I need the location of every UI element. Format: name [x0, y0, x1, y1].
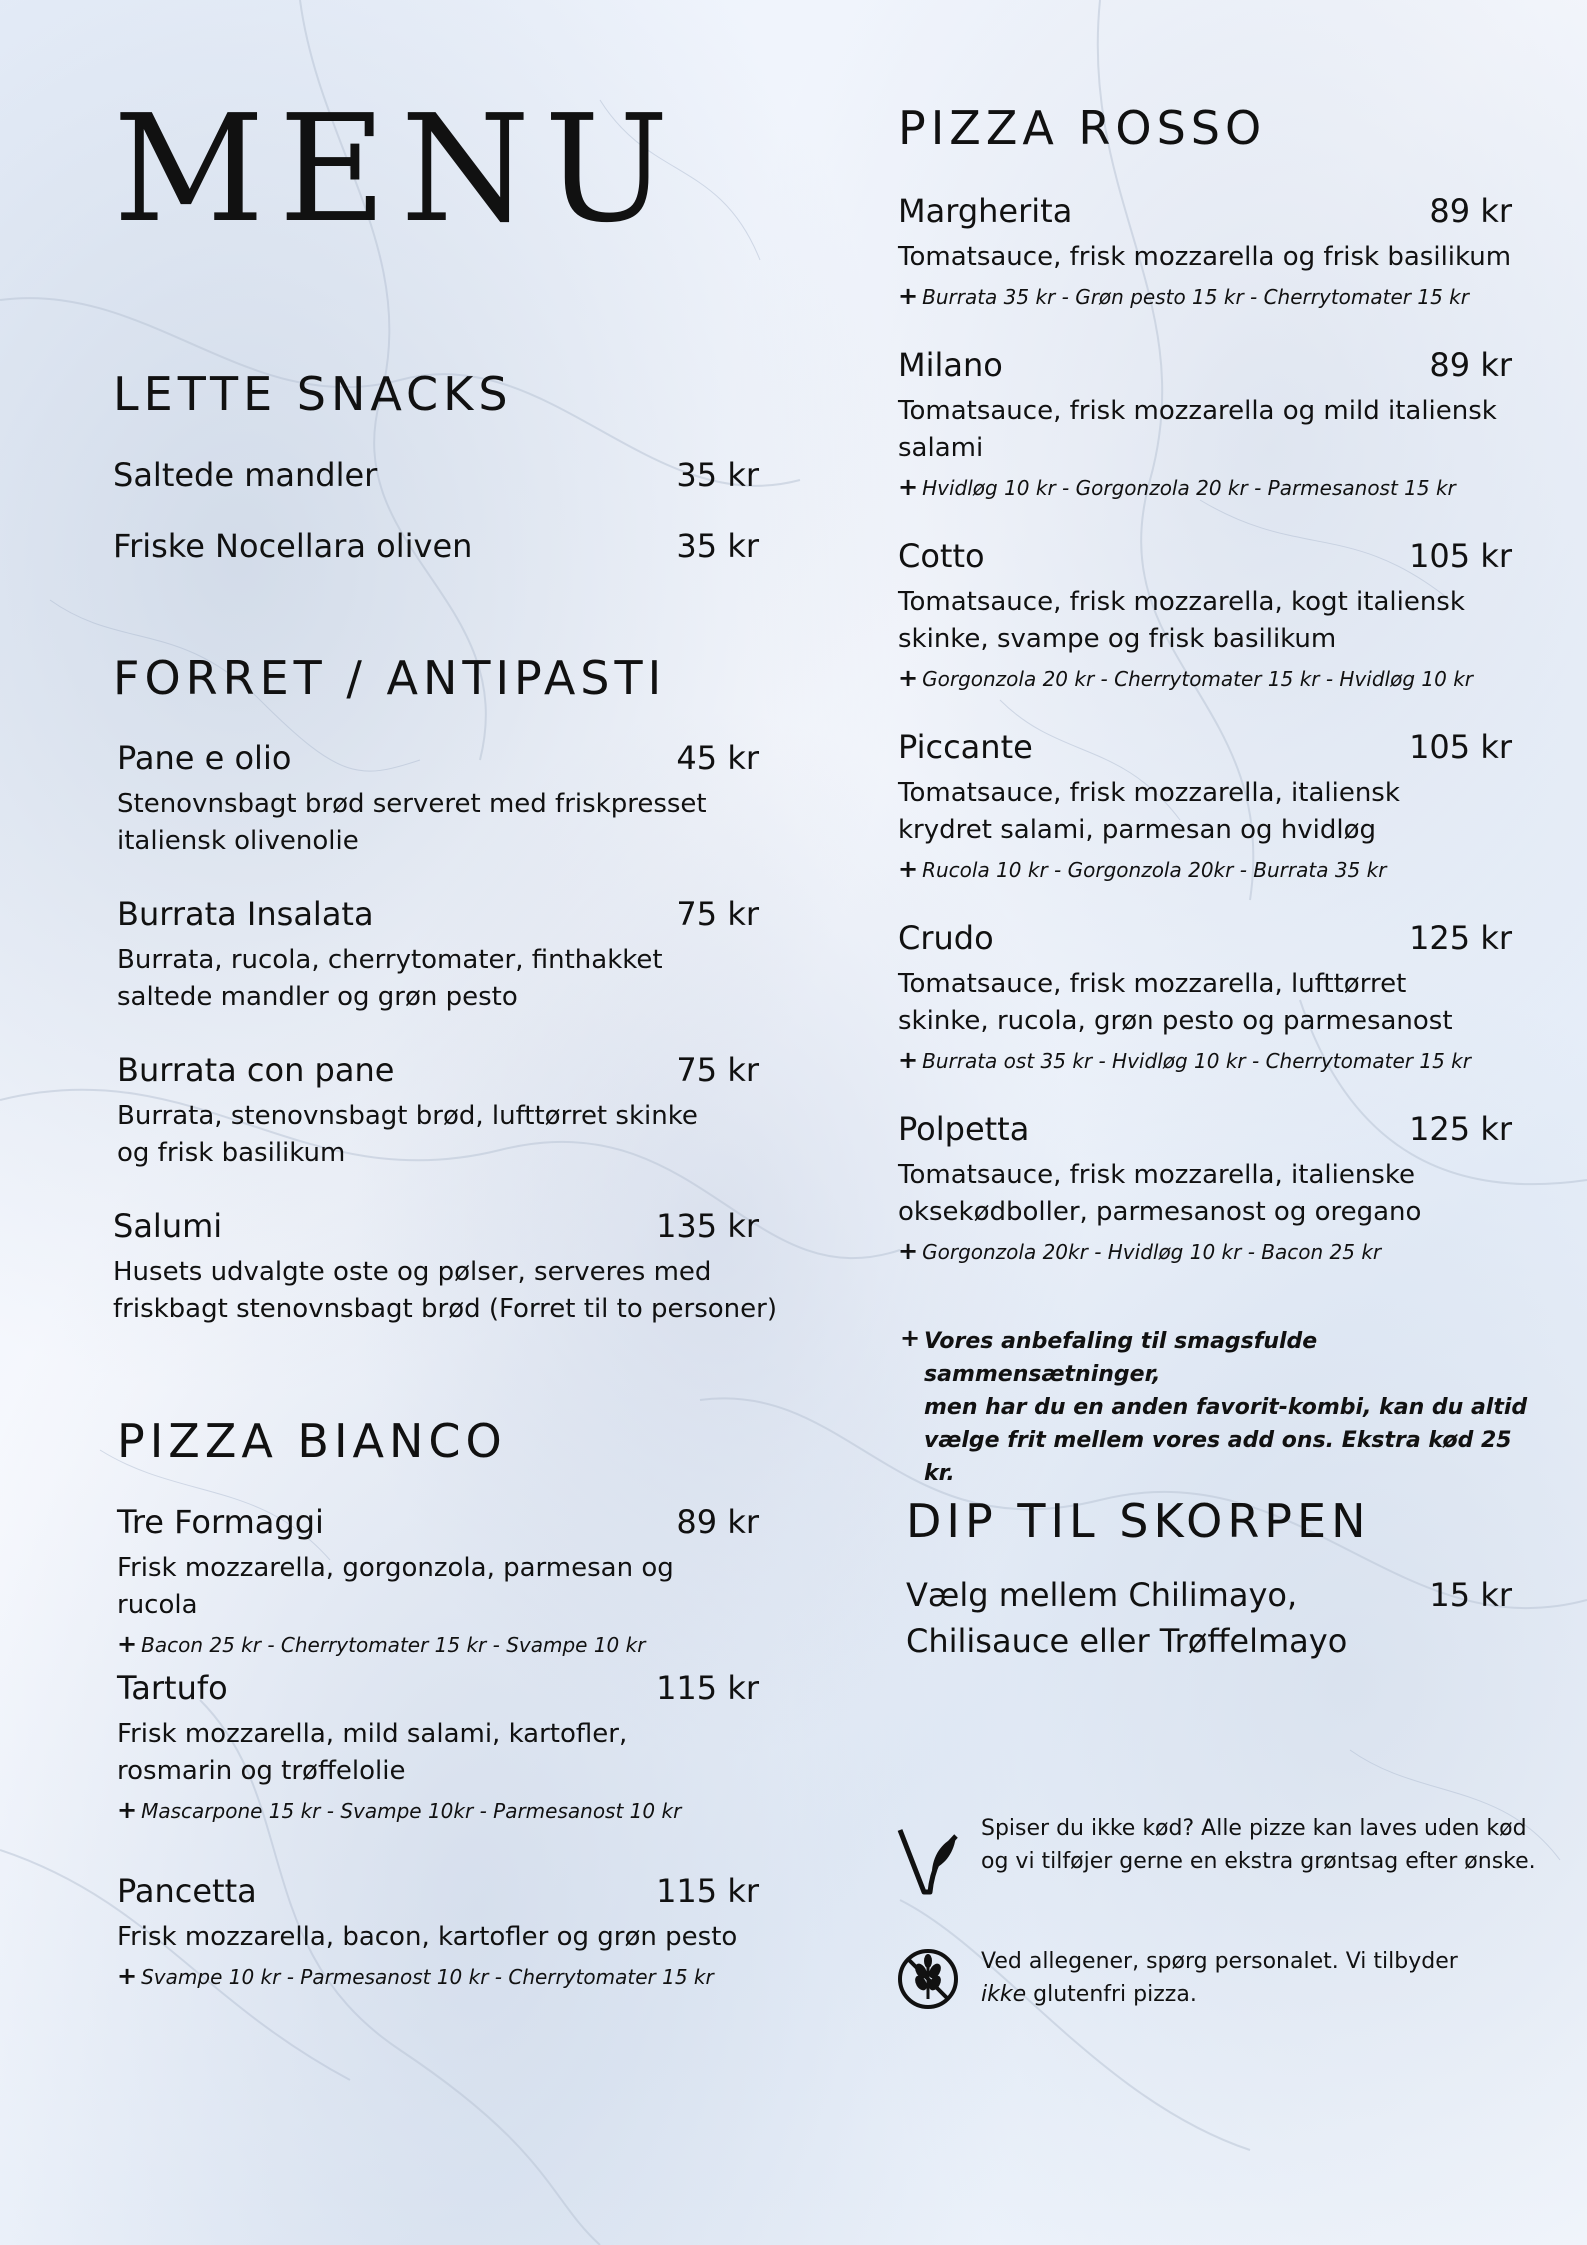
item-price: 15 kr: [1429, 1576, 1512, 1614]
plus-icon: +: [900, 1324, 921, 1352]
item-price: 105 kr: [1409, 537, 1512, 575]
menu-title: MENU: [113, 83, 683, 255]
item-name-continued: Chilisauce eller Trøffelmayo: [906, 1622, 1348, 1660]
addons: [898, 282, 1512, 311]
item-description: Tomatsauce, frisk mozzarella og frisk basilikum: [898, 242, 1512, 272]
plus-icon: +: [117, 1962, 138, 1990]
addons-text: Mascarpone 15 kr - Svampe 10kr - Parmesanost 10 kr: [141, 1799, 682, 1823]
list-item: [906, 1575, 1512, 1661]
list-item: [117, 1050, 759, 1172]
item-name: Salumi: [113, 1207, 223, 1245]
item-description: Frisk mozzarella, bacon, kartofler og grøn pesto: [117, 1922, 738, 1952]
forret-heading: FORRET / ANTIPASTI: [113, 651, 667, 705]
list-item: [117, 1502, 759, 1659]
plus-icon: +: [898, 855, 919, 883]
list-item: [898, 727, 1512, 884]
no-gluten-wheat-icon: [896, 1947, 960, 2011]
allergy-info: [981, 1945, 1541, 2011]
item-description: Tomatsauce, frisk mozzarella, italienske oksekødboller, parmesanost og oregano: [898, 1160, 1422, 1227]
item-name: Burrata Insalata: [117, 895, 374, 933]
item-name: Margherita: [898, 192, 1073, 230]
item-description: Tomatsauce, frisk mozzarella og mild italiensk salami: [898, 396, 1497, 463]
item-price: 45 kr: [676, 739, 759, 777]
item-price: 35 kr: [676, 527, 759, 565]
plus-icon: +: [117, 1796, 138, 1824]
item-price: 135 kr: [656, 1207, 759, 1245]
addon-note-line: vælge frit mellem vores add ons. Ekstra kød 25 kr.: [924, 1428, 1512, 1486]
item-name: Piccante: [898, 728, 1033, 766]
item-price: 75 kr: [676, 895, 759, 933]
plus-icon: +: [117, 1630, 138, 1658]
item-description: Husets udvalgte oste og pølser, serveres med friskbagt stenovnsbagt brød (Forret til to personer): [113, 1257, 777, 1324]
list-item: [898, 1109, 1512, 1266]
addons-text: Burrata ost 35 kr - Hvidløg 10 kr - Cherrytomater 15 kr: [922, 1049, 1471, 1073]
allergy-text-end: glutenfri pizza.: [1033, 1982, 1197, 2007]
addons: [898, 473, 1512, 502]
plus-icon: +: [898, 1237, 919, 1265]
addons: [898, 855, 1512, 884]
item-price: 75 kr: [676, 1051, 759, 1089]
item-name: Vælg mellem Chilimayo,: [906, 1576, 1298, 1614]
item-name: Pane e olio: [117, 739, 292, 777]
addons-text: Gorgonzola 20kr - Hvidløg 10 kr - Bacon 25 kr: [922, 1240, 1382, 1264]
item-name: Tre Formaggi: [117, 1503, 324, 1541]
item-price: 125 kr: [1409, 919, 1512, 957]
list-item: [898, 918, 1512, 1075]
item-description: Frisk mozzarella, gorgonzola, parmesan og rucola: [117, 1553, 674, 1620]
plus-icon: +: [898, 1046, 919, 1074]
list-item: [117, 894, 759, 1016]
item-price: 115 kr: [656, 1669, 759, 1707]
item-name: Saltede mandler: [113, 456, 378, 494]
item-name: Milano: [898, 346, 1003, 384]
allergy-text: Ved allegener, spørg personalet. Vi tilbyder: [981, 1949, 1458, 1974]
item-price: 35 kr: [676, 456, 759, 494]
item-description: Frisk mozzarella, mild salami, kartofler, rosmarin og trøffelolie: [117, 1719, 628, 1786]
plus-icon: +: [898, 473, 919, 501]
item-price: 89 kr: [676, 1503, 759, 1541]
pizza-rosso-heading: PIZZA ROSSO: [898, 101, 1267, 155]
addons: [117, 1630, 759, 1659]
addon-note-line: Vores anbefaling til smagsfulde sammensætninger,: [924, 1329, 1318, 1387]
item-price: 105 kr: [1409, 728, 1512, 766]
item-price: 115 kr: [656, 1872, 759, 1910]
item-price: 89 kr: [1429, 346, 1512, 384]
vegetarian-info: Spiser du ikke kød? Alle pizze kan laves uden kød og vi tilføjer gerne en ekstra grøntsag efter ønske.: [981, 1816, 1536, 1874]
addons: [898, 1237, 1512, 1266]
addons-text: Burrata 35 kr - Grøn pesto 15 kr - Cherrytomater 15 kr: [922, 285, 1469, 309]
item-price: 125 kr: [1409, 1110, 1512, 1148]
item-description: Tomatsauce, frisk mozzarella, lufttørret skinke, rucola, grøn pesto og parmesanost: [898, 969, 1453, 1036]
list-item: [117, 1668, 759, 1825]
addons: [117, 1962, 759, 1991]
list-item: [113, 526, 759, 566]
item-description: Burrata, stenovnsbagt brød, lufttørret skinke og frisk basilikum: [117, 1101, 698, 1168]
pizza-bianco-heading: PIZZA BIANCO: [117, 1414, 507, 1468]
addons-text: Hvidløg 10 kr - Gorgonzola 20 kr - Parmesanost 15 kr: [922, 476, 1456, 500]
addon-note: [900, 1325, 1540, 1490]
list-item: [898, 345, 1512, 502]
item-name: Cotto: [898, 537, 985, 575]
addons: [898, 1046, 1512, 1075]
item-name: Burrata con pane: [117, 1051, 395, 1089]
plus-icon: +: [898, 282, 919, 310]
list-item: [113, 455, 759, 495]
list-item: [117, 738, 759, 860]
item-description: Tomatsauce, frisk mozzarella, kogt italiensk skinke, svampe og frisk basilikum: [898, 587, 1465, 654]
item-name: Crudo: [898, 919, 994, 957]
addons-text: Bacon 25 kr - Cherrytomater 15 kr - Svampe 10 kr: [141, 1633, 646, 1657]
lette-snacks-heading: LETTE SNACKS: [113, 367, 513, 421]
item-description: Stenovnsbagt brød serveret med friskpresset italiensk olivenolie: [117, 789, 707, 856]
list-item: [117, 1871, 759, 1991]
item-name: Tartufo: [117, 1669, 228, 1707]
item-name: Friske Nocellara oliven: [113, 527, 473, 565]
addons-text: Rucola 10 kr - Gorgonzola 20kr - Burrata 35 kr: [922, 858, 1387, 882]
allergy-emphasis: ikke: [981, 1982, 1027, 2007]
vegetarian-leaf-icon: [896, 1822, 960, 1898]
plus-icon: +: [898, 664, 919, 692]
dip-heading: DIP TIL SKORPEN: [906, 1494, 1371, 1548]
addons-text: Svampe 10 kr - Parmesanost 10 kr - Cherrytomater 15 kr: [141, 1965, 714, 1989]
item-price: 89 kr: [1429, 192, 1512, 230]
addons: [117, 1796, 759, 1825]
item-description: Tomatsauce, frisk mozzarella, italiensk krydret salami, parmesan og hvidløg: [898, 778, 1400, 845]
list-item: [898, 536, 1512, 693]
list-item: [898, 191, 1512, 311]
addon-note-line: men har du en anden favorit-kombi, kan du altid: [924, 1395, 1528, 1420]
item-description: Burrata, rucola, cherrytomater, finthakket saltede mandler og grøn pesto: [117, 945, 663, 1012]
addons-text: Gorgonzola 20 kr - Cherrytomater 15 kr - Hvidløg 10 kr: [922, 667, 1474, 691]
list-item: [113, 1206, 777, 1328]
addons: [898, 664, 1512, 693]
item-name: Polpetta: [898, 1110, 1030, 1148]
item-name: Pancetta: [117, 1872, 257, 1910]
